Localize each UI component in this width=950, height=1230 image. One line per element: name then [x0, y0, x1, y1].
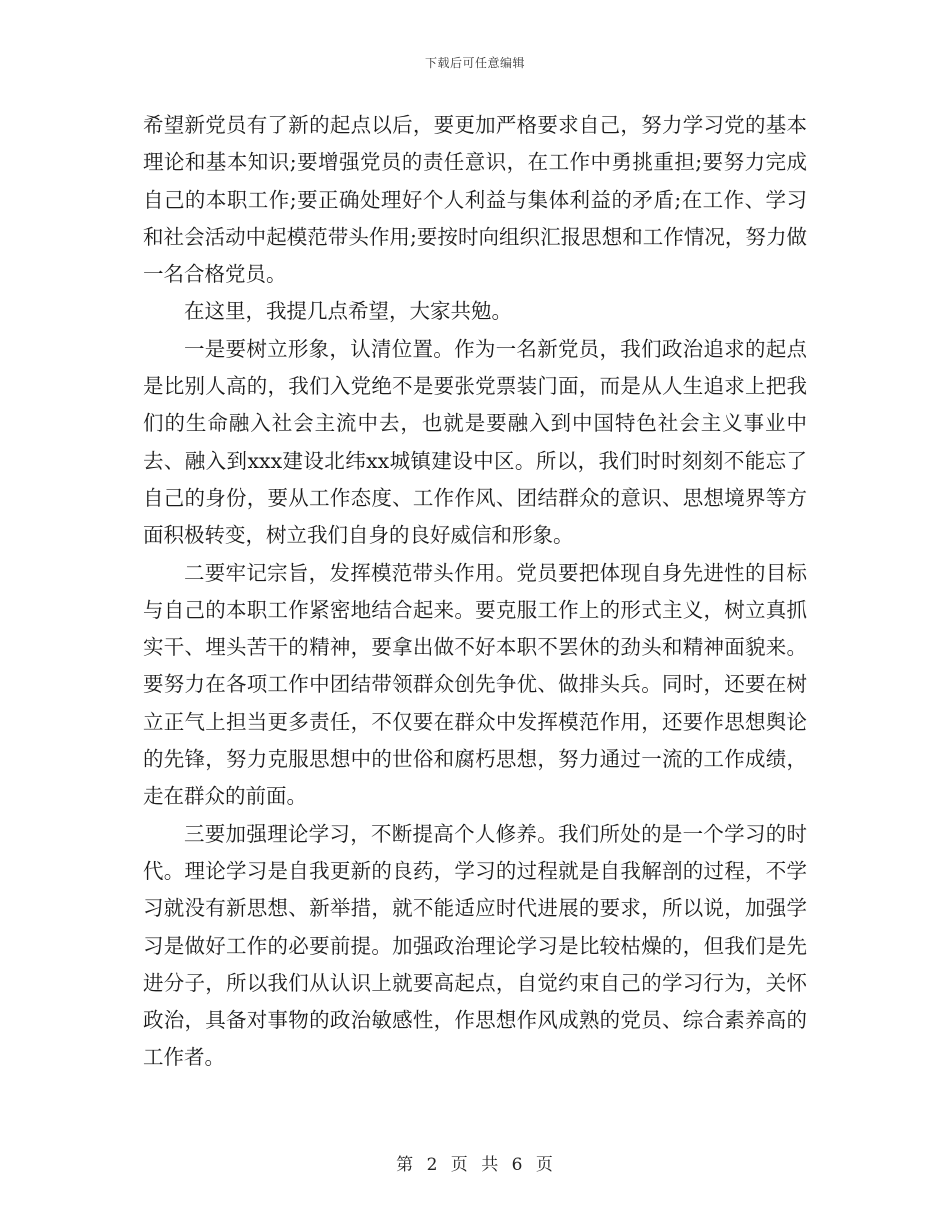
page-number: 第 2 页 共 6 页	[396, 1155, 554, 1175]
document-body	[143, 107, 807, 1077]
paragraph-point-one: 一是要树立形象，认清位置。作为一名新党员，我们政治追求的起点是比别人高的，我们入党绝不是要张党票装门面，而是从人生追求上把我们的生命融入社会主流中去，也就是要融入到中国特色社会主义事业中去、融入到xxx建设北纬xx城镇建设中区。所以，我们时时刻刻不能忘了自己的身份，要从工作态度、工作作风、团结群众的意识、思想境界等方面积极转变，树立我们自身的良好威信和形象。	[143, 336, 807, 548]
paragraph-point-two: 二要牢记宗旨，发挥模范带头作用。党员要把体现自身先进性的目标与自己的本职工作紧密地结合起来。要克服工作上的形式主义，树立真抓实干、埋头苦干的精神，要拿出做不好本职不罢休的劲头和精神面貌来。要努力在各项工作中团结带领群众创先争优、做排头兵。同时，还要在树立正气上担当更多责任，不仅要在群众中发挥模范作用，还要作思想舆论的先锋，努力克服思想中的世俗和腐朽思想，努力通过一流的工作成绩，走在群众的前面。	[143, 560, 807, 809]
paragraph-intro: 希望新党员有了新的起点以后，要更加严格要求自己，努力学习党的基本理论和基本知识;要增强党员的责任意识，在工作中勇挑重担;要努力完成自己的本职工作;要正确处理好个人利益与集体利益的矛盾;在工作、学习和社会活动中起模范带头作用;要按时向组织汇报思想和工作情况，努力做一名合格党员。	[143, 113, 807, 287]
paragraph-hopes: 在这里，我提几点希望，大家共勉。	[184, 299, 512, 324]
page-header: 下载后可任意编辑	[424, 56, 525, 70]
paragraph-point-three: 三要加强理论学习，不断提高个人修养。我们所处的是一个学习的时代。理论学习是自我更新的良药，学习的过程就是自我解剖的过程，不学习就没有新思想、新举措，就不能适应时代进展的要求，所以说，加强学习是做好工作的必要前提。加强政治理论学习是比较枯燥的，但我们是先进分子，所以我们从认识上就要高起点，自觉约束自己的学习行为，关怀政治，具备对事物的政治敏感性，作思想作风成熟的党员、综合素养高的工作者。	[143, 821, 807, 1070]
